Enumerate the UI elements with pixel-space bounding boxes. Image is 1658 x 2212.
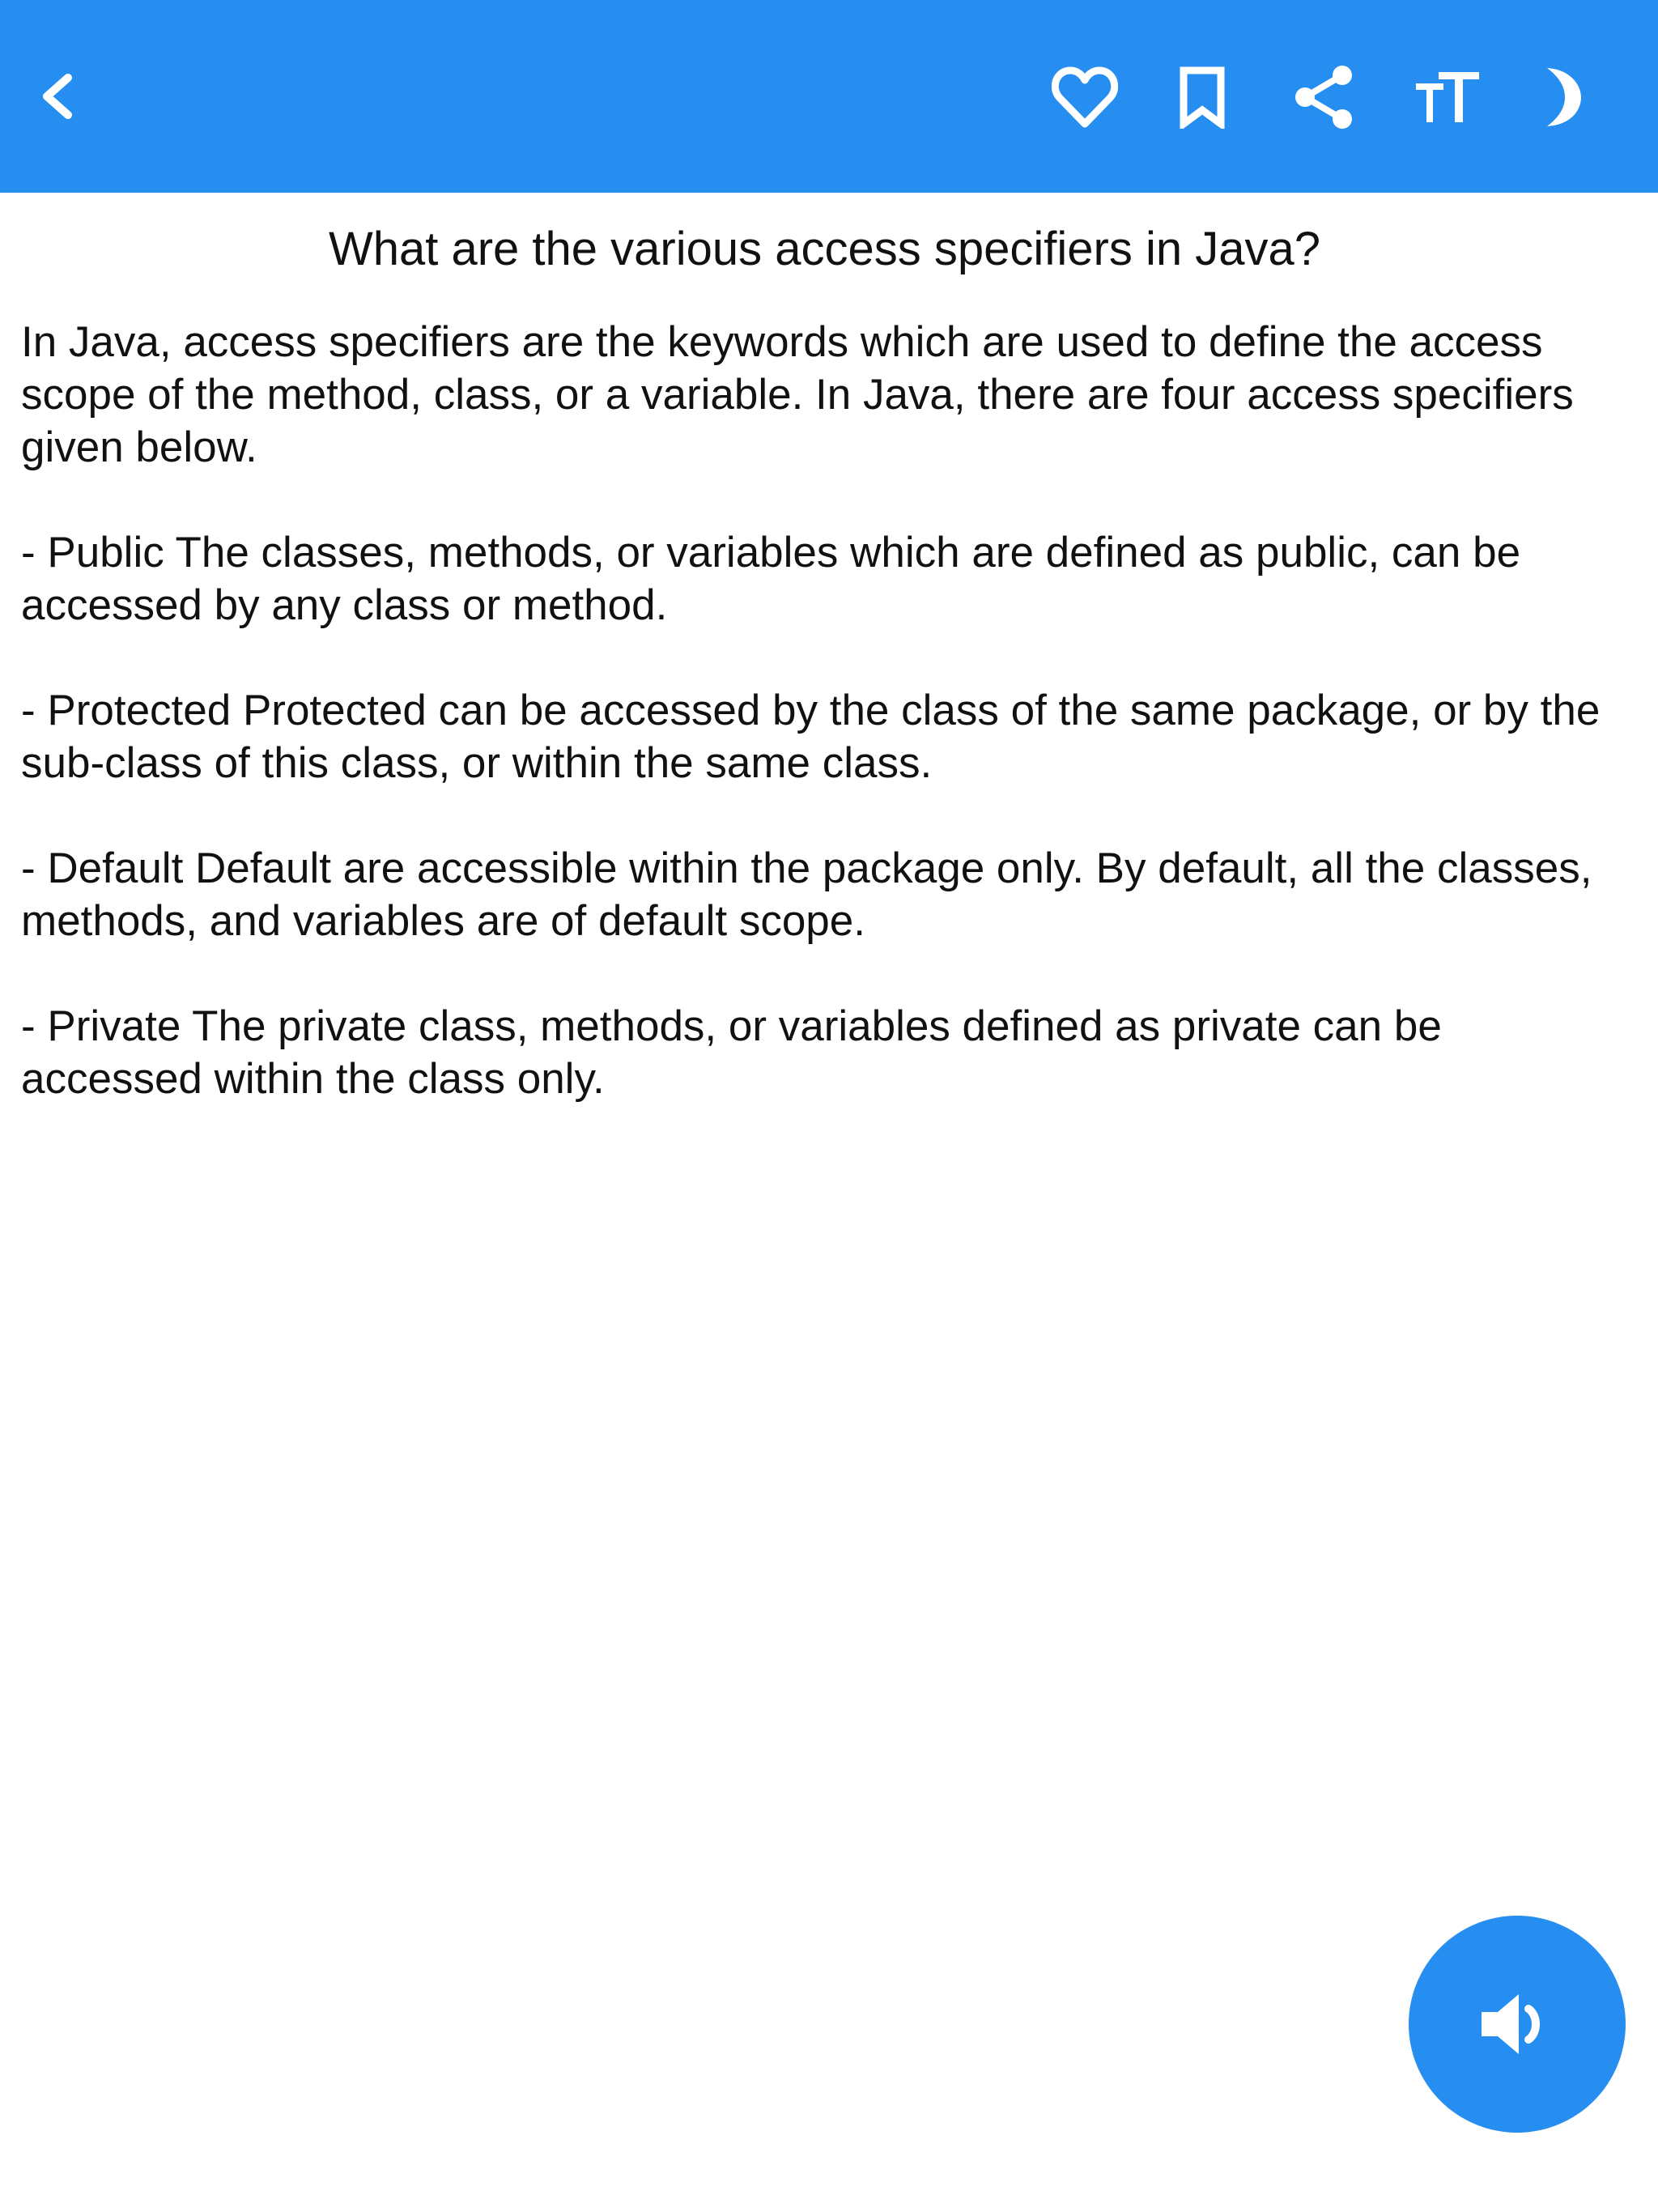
chevron-left-icon [32, 68, 81, 125]
article-title: What are the various access specifiers in Java? [329, 223, 1320, 275]
article-content [21, 220, 1628, 1105]
top-toolbar [0, 0, 1658, 193]
speaker-icon [1477, 1988, 1558, 2061]
share-button[interactable] [1287, 58, 1360, 135]
text-to-speech-button[interactable] [1409, 1916, 1626, 2133]
paragraph-spacer [21, 632, 1628, 684]
heart-icon [1052, 66, 1118, 129]
paragraph-spacer [21, 474, 1628, 526]
article-paragraph-default: - Default Default are accessible within the package only. By default, all the classes, methods, and variables are of default scope. [21, 844, 1592, 945]
text-size-button[interactable] [1409, 58, 1486, 135]
text-size-icon [1413, 69, 1482, 125]
night-mode-button[interactable] [1528, 58, 1593, 135]
article-paragraph-protected: - Protected Protected can be accessed by the class of the same package, or by the sub-class of this class, or within the same class. [21, 687, 1601, 787]
share-icon [1290, 62, 1357, 132]
article-paragraph-intro: In Java, access specifiers are the keywords which are used to define the access scope of the method, class, or a variable. In Java, there are four access specifiers given below. [21, 318, 1574, 471]
back-button[interactable] [24, 60, 89, 133]
article-paragraph-public: - Public The classes, methods, or variables which are defined as public, can be accessed by any class or method. [21, 529, 1521, 629]
article-paragraph-private: - Private The private class, methods, or variables defined as private can be accessed within the class only. [21, 1002, 1442, 1103]
moon-icon [1536, 65, 1586, 130]
paragraph-spacer [21, 947, 1628, 1000]
bookmark-button[interactable] [1170, 58, 1235, 135]
bookmark-icon [1177, 66, 1227, 129]
paragraph-spacer [21, 789, 1628, 842]
favorite-button[interactable] [1048, 58, 1121, 135]
